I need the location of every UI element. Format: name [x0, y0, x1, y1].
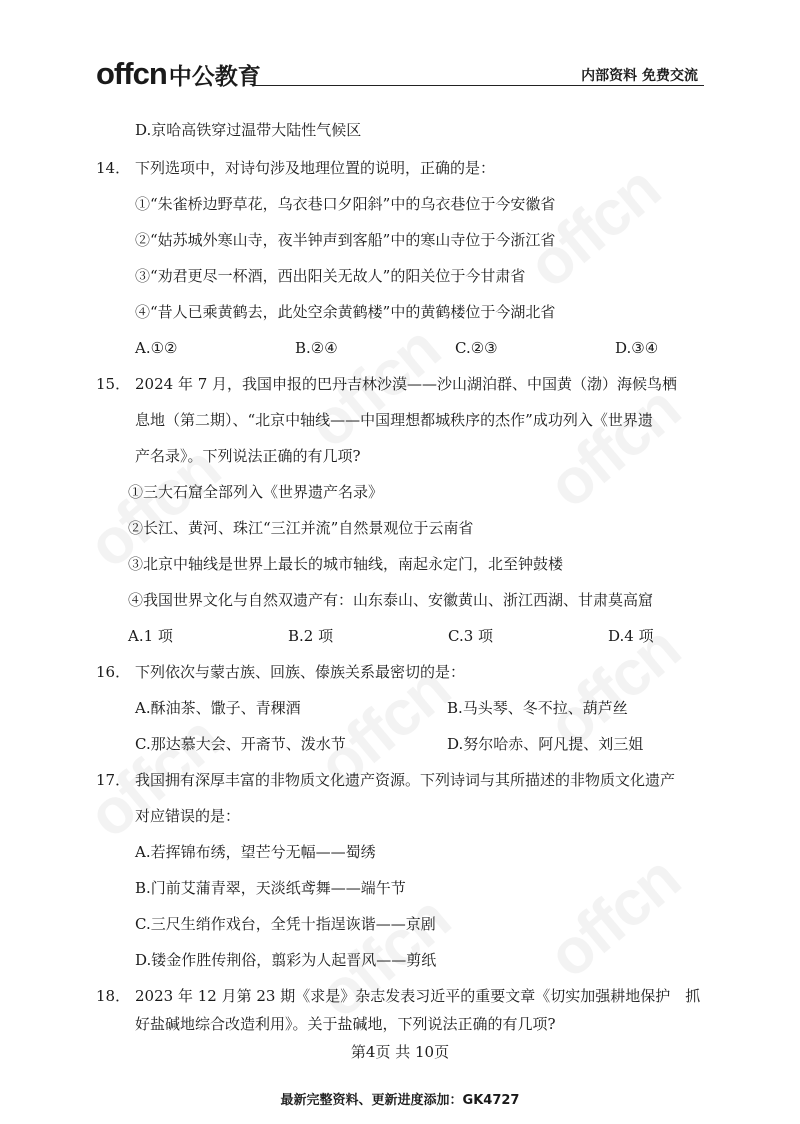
q14-option-d: D.③④: [615, 339, 659, 357]
q17-stem-line-2: 对应错误的是：: [135, 807, 241, 825]
q15-item-1: ①三大石窟全部列入《世界遗产名录》: [128, 483, 384, 501]
watermark: [533, 372, 693, 523]
q14-number: 14．: [96, 159, 131, 177]
q15-options: [128, 626, 768, 646]
logo-chinese: 中公教育: [168, 64, 261, 90]
q14-stem: 下列选项中，对诗句涉及地理位置的说明，正确的是：: [135, 159, 496, 177]
q17-number: 17．: [96, 771, 131, 789]
q14-item-3: ③“劝君更尽一杯酒，西出阳关无故人”的阳关位于今甘肃省: [135, 267, 526, 285]
logo-wordmark: offcn: [96, 56, 167, 91]
q14-item-2: ②“姑苏城外寒山寺，夜半钟声到客船”中的寒山寺位于今浙江省: [135, 231, 556, 249]
q15-stem-line-2: 息地（第二期）、“北京中轴线——中国理想都城秩序的杰作”成功列入《世界遗: [135, 411, 653, 429]
q17-stem-line-1: 我国拥有深厚丰富的非物质文化遗产资源。下列诗词与其所描述的非物质文化遗产: [135, 771, 676, 789]
q16-option-c: C.那达慕大会、开斋节、泼水节: [135, 735, 346, 753]
watermark: [533, 842, 693, 993]
q16-stem: 下列依次与蒙古族、回族、傣族关系最密切的是：: [135, 663, 466, 681]
q14-item-4: ④“昔人已乘黄鹤去，此处空余黄鹤楼”中的黄鹤楼位于今湖北省: [135, 303, 556, 321]
q14-item-1: ①“朱雀桥边野草花，乌衣巷口夕阳斜”中的乌衣巷位于今安徽省: [135, 195, 556, 213]
q17-option-a: A.若挥锦布绣，望芒兮无幅——蜀绣: [135, 843, 376, 861]
q14-option-c: C.②③: [455, 339, 498, 357]
page-number: 第4页 共 10页: [350, 1043, 450, 1061]
q15-option-b: B.2 项: [288, 627, 334, 645]
q14-option-b: B.②④: [295, 339, 338, 357]
q16-options-row-2: [135, 734, 759, 754]
q18-number: 18．: [96, 987, 131, 1005]
q15-stem-line-1: 2024 年 7 月，我国申报的巴丹吉林沙漠——沙山湖泊群、中国黄（渤）海候鸟栖: [135, 375, 678, 393]
q17-option-d: D.镂金作胜传荆俗，翦彩为人起晋风——剪纸: [135, 951, 437, 969]
q14-options: [135, 338, 775, 358]
q15-option-c: C.3 项: [448, 627, 494, 645]
q18-stem-line-1: 2023 年 12 月第 23 期《求是》杂志发表习近平的重要文章《切实加强耕地保护 抓: [135, 987, 701, 1005]
footer-note: 最新完整资料、更新进度添加：GK4727: [280, 1093, 520, 1108]
q15-item-2: ②长江、黄河、珠江“三江并流”自然景观位于云南省: [128, 519, 474, 537]
q15-stem-line-3: 产名录》。下列说法正确的有几项?: [135, 447, 361, 465]
q16-option-b: B.马头琴、冬不拉、葫芦丝: [447, 699, 628, 717]
q16-option-d: D.努尔哈赤、阿凡提、刘三姐: [447, 735, 644, 753]
q15-item-3: ③北京中轴线是世界上最长的城市轴线，南起永定门，北至钟鼓楼: [128, 555, 564, 573]
watermark: [513, 152, 673, 303]
q15-option-d: D.4 项: [608, 627, 654, 645]
q16-options-row-1: [135, 698, 759, 718]
q17-option-b: B.门前艾蒲青翠，天淡纸鸢舞——端午节: [135, 879, 406, 897]
q16-option-a: A.酥油茶、馓子、青稞酒: [135, 699, 301, 717]
q16-number: 16．: [96, 663, 131, 681]
offcn-logo: [96, 56, 261, 92]
q14-option-a: A.①②: [135, 339, 178, 357]
page-header: [96, 56, 704, 90]
q13-option-d: D.京哈高铁穿过温带大陆性气候区: [135, 121, 362, 139]
q15-number: 15．: [96, 375, 131, 393]
q15-option-a: A.1 项: [128, 627, 173, 645]
q18-stem-line-2: 好盐碱地综合改造利用》。关于盐碱地，下列说法正确的有几项?: [135, 1015, 556, 1033]
q15-item-4: ④我国世界文化与自然双遗产有：山东泰山、安徽黄山、浙江西湖、甘肃莫高窟: [128, 591, 654, 609]
header-tagline: 内部资料 免费交流: [581, 68, 698, 84]
header-rule: [254, 85, 704, 86]
q17-option-c: C.三尺生绡作戏台，全凭十指逞诙谐——京剧: [135, 915, 436, 933]
